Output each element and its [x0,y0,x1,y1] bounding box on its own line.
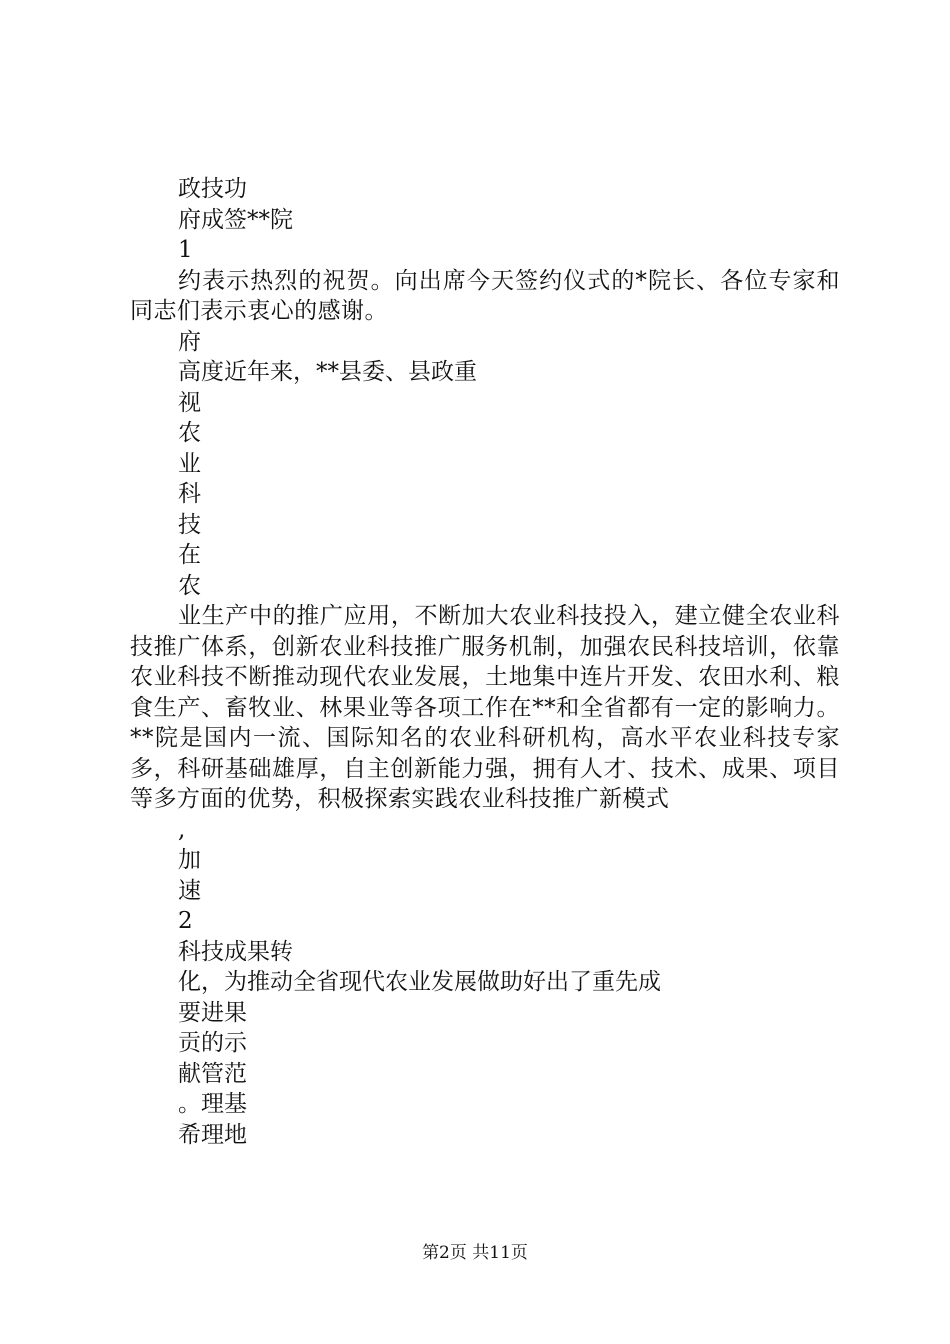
text-line: 农 [178,572,201,599]
text-line: , [178,816,186,843]
document-body [130,174,840,1150]
text-line: 要进果 [178,999,247,1026]
text-line: 高度近年来，**县委、县政重 [178,359,477,385]
text-line: 化，为推动全省现代农业发展做助好出了重先成 [178,969,661,995]
text-line: 1 [178,237,193,263]
paragraph-agri-tech: 业生产中的推广应用，不断加大农业科技投入，建立健全农业科技推广体系，创新农业科技推广服务机制，加强农民科技培训，依靠农业科技不断推动现代农业发展，土地集中连片开发、农田水利、粮食生产、畜牧业、林果业等各项工作在**和全省都有一定的影响力。**院是国内一流、国际知名的农业科研机构，高水平农业科技专家多，科研基础雄厚，自主创新能力强，拥有人才、技术、成果、项目等多方面的优势，积极探索实践农业科技推广新模式 [130,603,840,812]
text-line: 科技成果转 [178,938,293,965]
text-line: 政技功 [178,176,247,202]
page-footer: 第2页 共11页 [422,1243,528,1263]
paragraph-thanks: 约表示热烈的祝贺。向出席今天签约仪式的*院长、各位专家和同志们表示衷心的感谢。 [130,267,840,324]
text-line: 业 [178,450,201,477]
text-line: 加 [178,847,201,873]
text-line: 2 [178,908,193,934]
text-line: 视 [178,389,201,416]
text-line: 府 [178,328,201,355]
text-line: 科 [178,481,201,507]
text-line: 希理地 [178,1121,247,1148]
text-line: 。理基 [178,1091,247,1117]
text-line: 府成签**院 [178,206,293,233]
text-line: 技 [178,511,201,538]
text-line: 速 [178,877,201,904]
text-line: 贡的示 [178,1030,247,1056]
text-line: 献管范 [178,1060,247,1087]
text-line: 农 [178,420,201,446]
text-line: 在 [178,542,201,568]
